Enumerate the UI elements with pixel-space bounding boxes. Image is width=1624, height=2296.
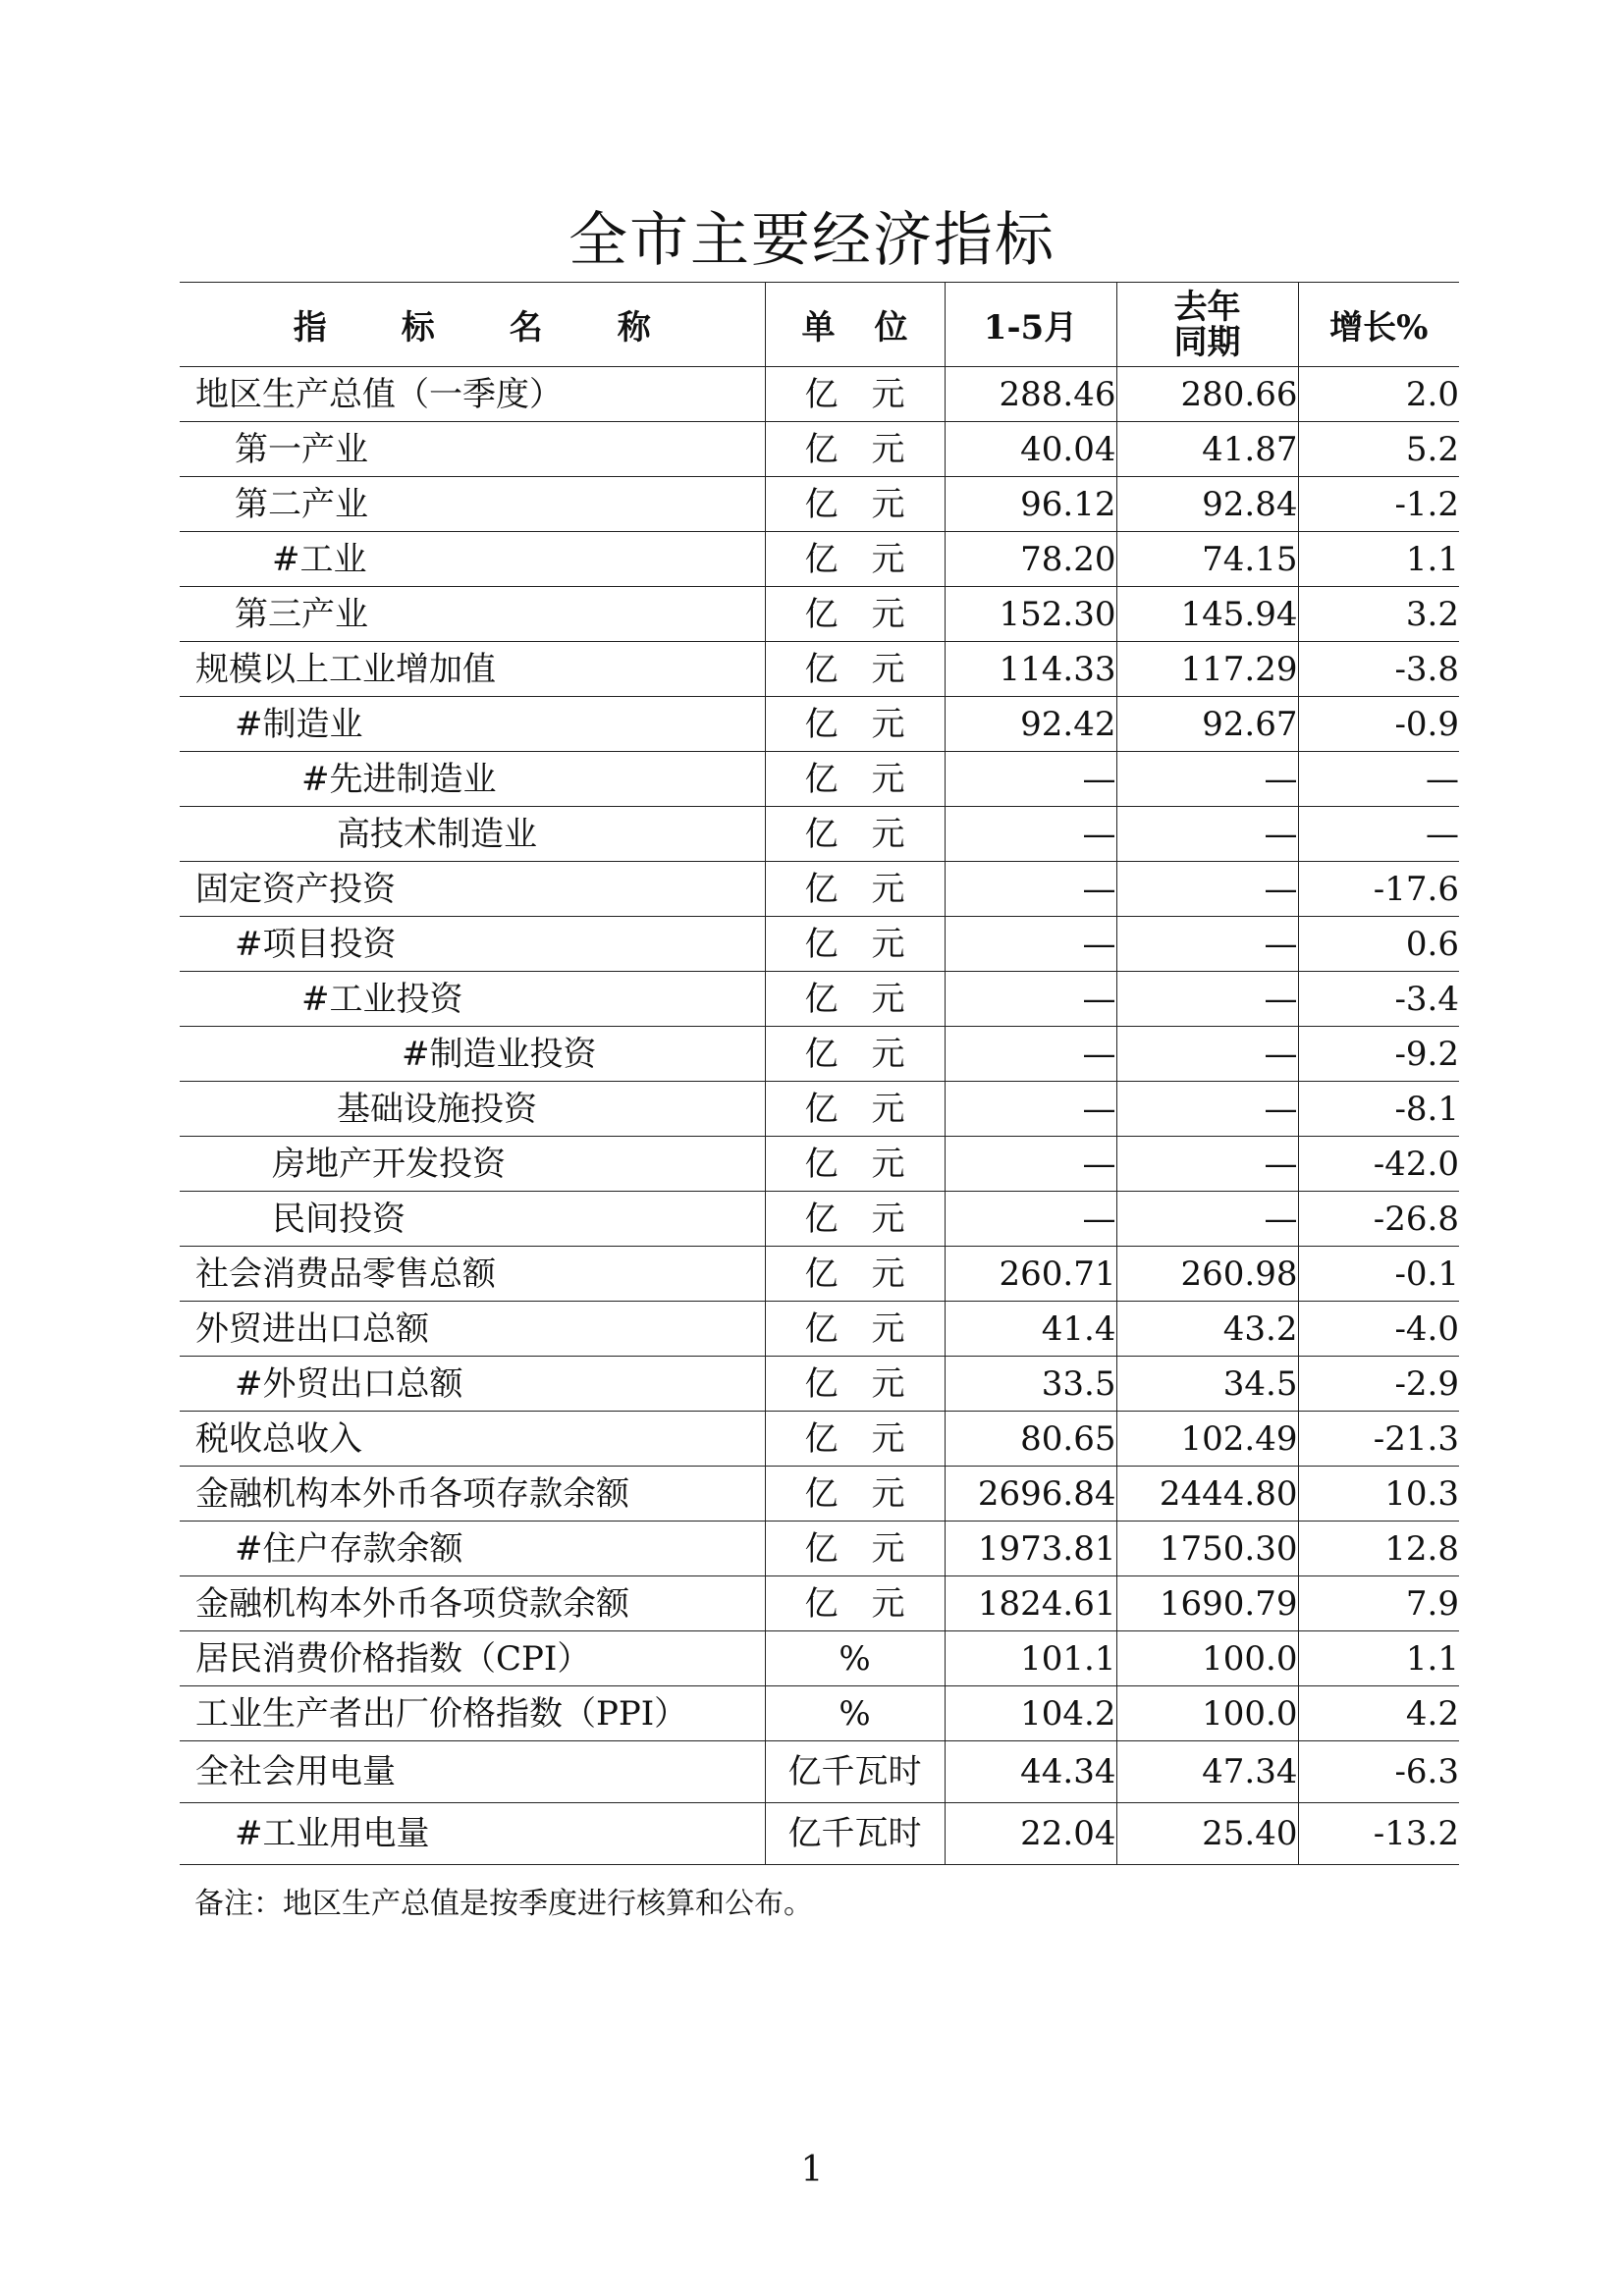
prior-value: 25.40 xyxy=(1116,1803,1298,1865)
header-unit-char: 位 xyxy=(874,308,908,347)
indicator-name: 房地产开发投资 xyxy=(180,1137,765,1192)
prior-value: — xyxy=(1116,1137,1298,1192)
page-number: 1 xyxy=(800,2150,824,2190)
growth-value: 1.1 xyxy=(1298,532,1459,587)
current-value: 33.5 xyxy=(945,1357,1116,1412)
indicator-name: #工业 xyxy=(180,532,765,587)
indicator-unit: 亿 元 xyxy=(765,1027,945,1082)
indicator-name: #工业投资 xyxy=(180,972,765,1027)
current-value: — xyxy=(945,1137,1116,1192)
current-value: 152.30 xyxy=(945,587,1116,642)
indicator-name: 居民消费价格指数（CPI） xyxy=(180,1631,765,1686)
indicator-name: 工业生产者出厂价格指数（PPI） xyxy=(180,1686,765,1741)
indicator-name: #外贸出口总额 xyxy=(180,1357,765,1412)
header-name-char: 称 xyxy=(617,308,651,347)
current-value: — xyxy=(945,1082,1116,1137)
header-unit xyxy=(765,283,945,367)
current-value: 96.12 xyxy=(945,477,1116,532)
header-name-char: 名 xyxy=(509,308,543,347)
growth-value: -0.9 xyxy=(1298,697,1459,752)
growth-value: 4.2 xyxy=(1298,1686,1459,1741)
current-value: 44.34 xyxy=(945,1741,1116,1803)
current-value: 288.46 xyxy=(945,367,1116,422)
prior-value: 117.29 xyxy=(1116,642,1298,697)
table-row xyxy=(180,1357,1459,1412)
indicator-name: 外贸进出口总额 xyxy=(180,1302,765,1357)
growth-value: -21.3 xyxy=(1298,1412,1459,1467)
current-value: — xyxy=(945,752,1116,807)
growth-value: -26.8 xyxy=(1298,1192,1459,1247)
indicator-unit: 亿 元 xyxy=(765,422,945,477)
growth-value: — xyxy=(1298,807,1459,862)
indicator-unit: 亿 元 xyxy=(765,1357,945,1412)
prior-value: — xyxy=(1116,807,1298,862)
current-value: — xyxy=(945,972,1116,1027)
growth-value: 10.3 xyxy=(1298,1467,1459,1522)
current-value: — xyxy=(945,1192,1116,1247)
growth-value: 7.9 xyxy=(1298,1576,1459,1631)
growth-value: 3.2 xyxy=(1298,587,1459,642)
current-value: 80.65 xyxy=(945,1412,1116,1467)
prior-value: 92.84 xyxy=(1116,477,1298,532)
footnote: 备注：地区生产总值是按季度进行核算和公布。 xyxy=(194,1887,813,1921)
table-row xyxy=(180,862,1459,917)
indicator-name: 固定资产投资 xyxy=(180,862,765,917)
prior-value: — xyxy=(1116,972,1298,1027)
indicator-unit: 亿 元 xyxy=(765,917,945,972)
growth-value: -2.9 xyxy=(1298,1357,1459,1412)
prior-value: 100.0 xyxy=(1116,1631,1298,1686)
indicator-unit: 亿 元 xyxy=(765,1082,945,1137)
indicator-name: #先进制造业 xyxy=(180,752,765,807)
prior-value: — xyxy=(1116,1082,1298,1137)
prior-value: 43.2 xyxy=(1116,1302,1298,1357)
growth-value: -4.0 xyxy=(1298,1302,1459,1357)
indicator-unit: 亿 元 xyxy=(765,532,945,587)
indicator-unit: 亿 元 xyxy=(765,807,945,862)
table-row xyxy=(180,1137,1459,1192)
indicator-unit: % xyxy=(765,1631,945,1686)
indicator-name: 民间投资 xyxy=(180,1192,765,1247)
growth-value: -17.6 xyxy=(1298,862,1459,917)
indicator-unit: 亿 元 xyxy=(765,642,945,697)
growth-value: -42.0 xyxy=(1298,1137,1459,1192)
current-value: 78.20 xyxy=(945,532,1116,587)
prior-value: 2444.80 xyxy=(1116,1467,1298,1522)
prior-value: 102.49 xyxy=(1116,1412,1298,1467)
growth-value: -3.4 xyxy=(1298,972,1459,1027)
header-prior-period xyxy=(1116,283,1298,367)
indicator-name: 基础设施投资 xyxy=(180,1082,765,1137)
indicator-name: 全社会用电量 xyxy=(180,1741,765,1803)
table-row xyxy=(180,1412,1459,1467)
indicator-unit: 亿 元 xyxy=(765,1522,945,1576)
prior-value: 74.15 xyxy=(1116,532,1298,587)
indicator-name: #制造业投资 xyxy=(180,1027,765,1082)
current-value: 2696.84 xyxy=(945,1467,1116,1522)
table-row xyxy=(180,642,1459,697)
table-row xyxy=(180,1027,1459,1082)
table-row xyxy=(180,752,1459,807)
growth-value: -8.1 xyxy=(1298,1082,1459,1137)
indicator-unit: 亿 元 xyxy=(765,697,945,752)
growth-value: -6.3 xyxy=(1298,1741,1459,1803)
table-row xyxy=(180,422,1459,477)
current-value: 101.1 xyxy=(945,1631,1116,1686)
indicator-unit: 亿千瓦时 xyxy=(765,1741,945,1803)
header-prior-line2: 同期 xyxy=(1173,322,1241,362)
indicator-name: #制造业 xyxy=(180,697,765,752)
current-value: 104.2 xyxy=(945,1686,1116,1741)
indicator-unit: 亿 元 xyxy=(765,752,945,807)
table-row xyxy=(180,1741,1459,1803)
table-row xyxy=(180,1686,1459,1741)
prior-value: 1750.30 xyxy=(1116,1522,1298,1576)
current-value: — xyxy=(945,917,1116,972)
prior-value: 260.98 xyxy=(1116,1247,1298,1302)
table-row xyxy=(180,917,1459,972)
growth-value: -3.8 xyxy=(1298,642,1459,697)
indicator-name: 第一产业 xyxy=(180,422,765,477)
prior-value: 145.94 xyxy=(1116,587,1298,642)
prior-value: — xyxy=(1116,752,1298,807)
current-value: 260.71 xyxy=(945,1247,1116,1302)
table-row xyxy=(180,1803,1459,1865)
indicator-name: #工业用电量 xyxy=(180,1803,765,1865)
table-row xyxy=(180,1082,1459,1137)
growth-value: — xyxy=(1298,752,1459,807)
table-row xyxy=(180,1631,1459,1686)
table-row xyxy=(180,1467,1459,1522)
current-value: 22.04 xyxy=(945,1803,1116,1865)
indicator-name: 金融机构本外币各项存款余额 xyxy=(180,1467,765,1522)
current-value: 1973.81 xyxy=(945,1522,1116,1576)
prior-value: 41.87 xyxy=(1116,422,1298,477)
indicator-name: 社会消费品零售总额 xyxy=(180,1247,765,1302)
indicator-unit: 亿 元 xyxy=(765,972,945,1027)
indicator-unit: 亿 元 xyxy=(765,367,945,422)
indicator-unit: % xyxy=(765,1686,945,1741)
current-value: 114.33 xyxy=(945,642,1116,697)
header-unit-char: 单 xyxy=(801,308,836,347)
indicator-unit: 亿 元 xyxy=(765,1467,945,1522)
indicator-unit: 亿 元 xyxy=(765,1137,945,1192)
header-current-period: 1-5月 xyxy=(945,283,1116,367)
indicator-unit: 亿 元 xyxy=(765,587,945,642)
header-name-char: 标 xyxy=(401,308,435,347)
header-growth: 增长% xyxy=(1298,283,1459,367)
current-value: 41.4 xyxy=(945,1302,1116,1357)
prior-value: — xyxy=(1116,1192,1298,1247)
table-row xyxy=(180,972,1459,1027)
header-indicator-name xyxy=(180,283,765,367)
indicator-name: 高技术制造业 xyxy=(180,807,765,862)
prior-value: — xyxy=(1116,917,1298,972)
indicator-unit: 亿 元 xyxy=(765,1192,945,1247)
header-row xyxy=(180,283,1459,367)
growth-value: 5.2 xyxy=(1298,422,1459,477)
prior-value: — xyxy=(1116,862,1298,917)
header-name-char: 指 xyxy=(293,308,327,347)
growth-value: 1.1 xyxy=(1298,1631,1459,1686)
indicator-unit: 亿 元 xyxy=(765,1412,945,1467)
growth-value: -13.2 xyxy=(1298,1803,1459,1865)
growth-value: -1.2 xyxy=(1298,477,1459,532)
indicator-unit: 亿 元 xyxy=(765,862,945,917)
table-row xyxy=(180,697,1459,752)
indicator-name: 金融机构本外币各项贷款余额 xyxy=(180,1576,765,1631)
indicator-name: 税收总收入 xyxy=(180,1412,765,1467)
indicator-unit: 亿 元 xyxy=(765,1247,945,1302)
indicator-unit: 亿千瓦时 xyxy=(765,1803,945,1865)
current-value: — xyxy=(945,1027,1116,1082)
current-value: — xyxy=(945,807,1116,862)
indicator-name: 地区生产总值（一季度） xyxy=(180,367,765,422)
indicator-name: 第二产业 xyxy=(180,477,765,532)
table-row xyxy=(180,587,1459,642)
table-row xyxy=(180,532,1459,587)
indicators-table xyxy=(180,282,1459,1865)
indicator-unit: 亿 元 xyxy=(765,477,945,532)
current-value: 92.42 xyxy=(945,697,1116,752)
growth-value: 0.6 xyxy=(1298,917,1459,972)
growth-value: 2.0 xyxy=(1298,367,1459,422)
indicator-unit: 亿 元 xyxy=(765,1302,945,1357)
header-prior-line1: 去年 xyxy=(1173,287,1241,327)
prior-value: 92.67 xyxy=(1116,697,1298,752)
indicator-rows xyxy=(180,367,1459,1865)
table-row xyxy=(180,807,1459,862)
prior-value: 280.66 xyxy=(1116,367,1298,422)
prior-value: 47.34 xyxy=(1116,1741,1298,1803)
prior-value: 1690.79 xyxy=(1116,1576,1298,1631)
growth-value: 12.8 xyxy=(1298,1522,1459,1576)
current-value: — xyxy=(945,862,1116,917)
indicator-name: 第三产业 xyxy=(180,587,765,642)
prior-value: 34.5 xyxy=(1116,1357,1298,1412)
current-value: 1824.61 xyxy=(945,1576,1116,1631)
table-row xyxy=(180,1302,1459,1357)
indicator-name: #项目投资 xyxy=(180,917,765,972)
growth-value: -9.2 xyxy=(1298,1027,1459,1082)
table-row xyxy=(180,367,1459,422)
table-row xyxy=(180,1576,1459,1631)
page-title: 全市主要经济指标 xyxy=(568,206,1056,275)
indicator-unit: 亿 元 xyxy=(765,1576,945,1631)
table-row xyxy=(180,1522,1459,1576)
current-value: 40.04 xyxy=(945,422,1116,477)
table-row xyxy=(180,1192,1459,1247)
prior-value: 100.0 xyxy=(1116,1686,1298,1741)
growth-value: -0.1 xyxy=(1298,1247,1459,1302)
table-row xyxy=(180,1247,1459,1302)
prior-value: — xyxy=(1116,1027,1298,1082)
indicator-name: 规模以上工业增加值 xyxy=(180,642,765,697)
table-row xyxy=(180,477,1459,532)
indicator-name: #住户存款余额 xyxy=(180,1522,765,1576)
